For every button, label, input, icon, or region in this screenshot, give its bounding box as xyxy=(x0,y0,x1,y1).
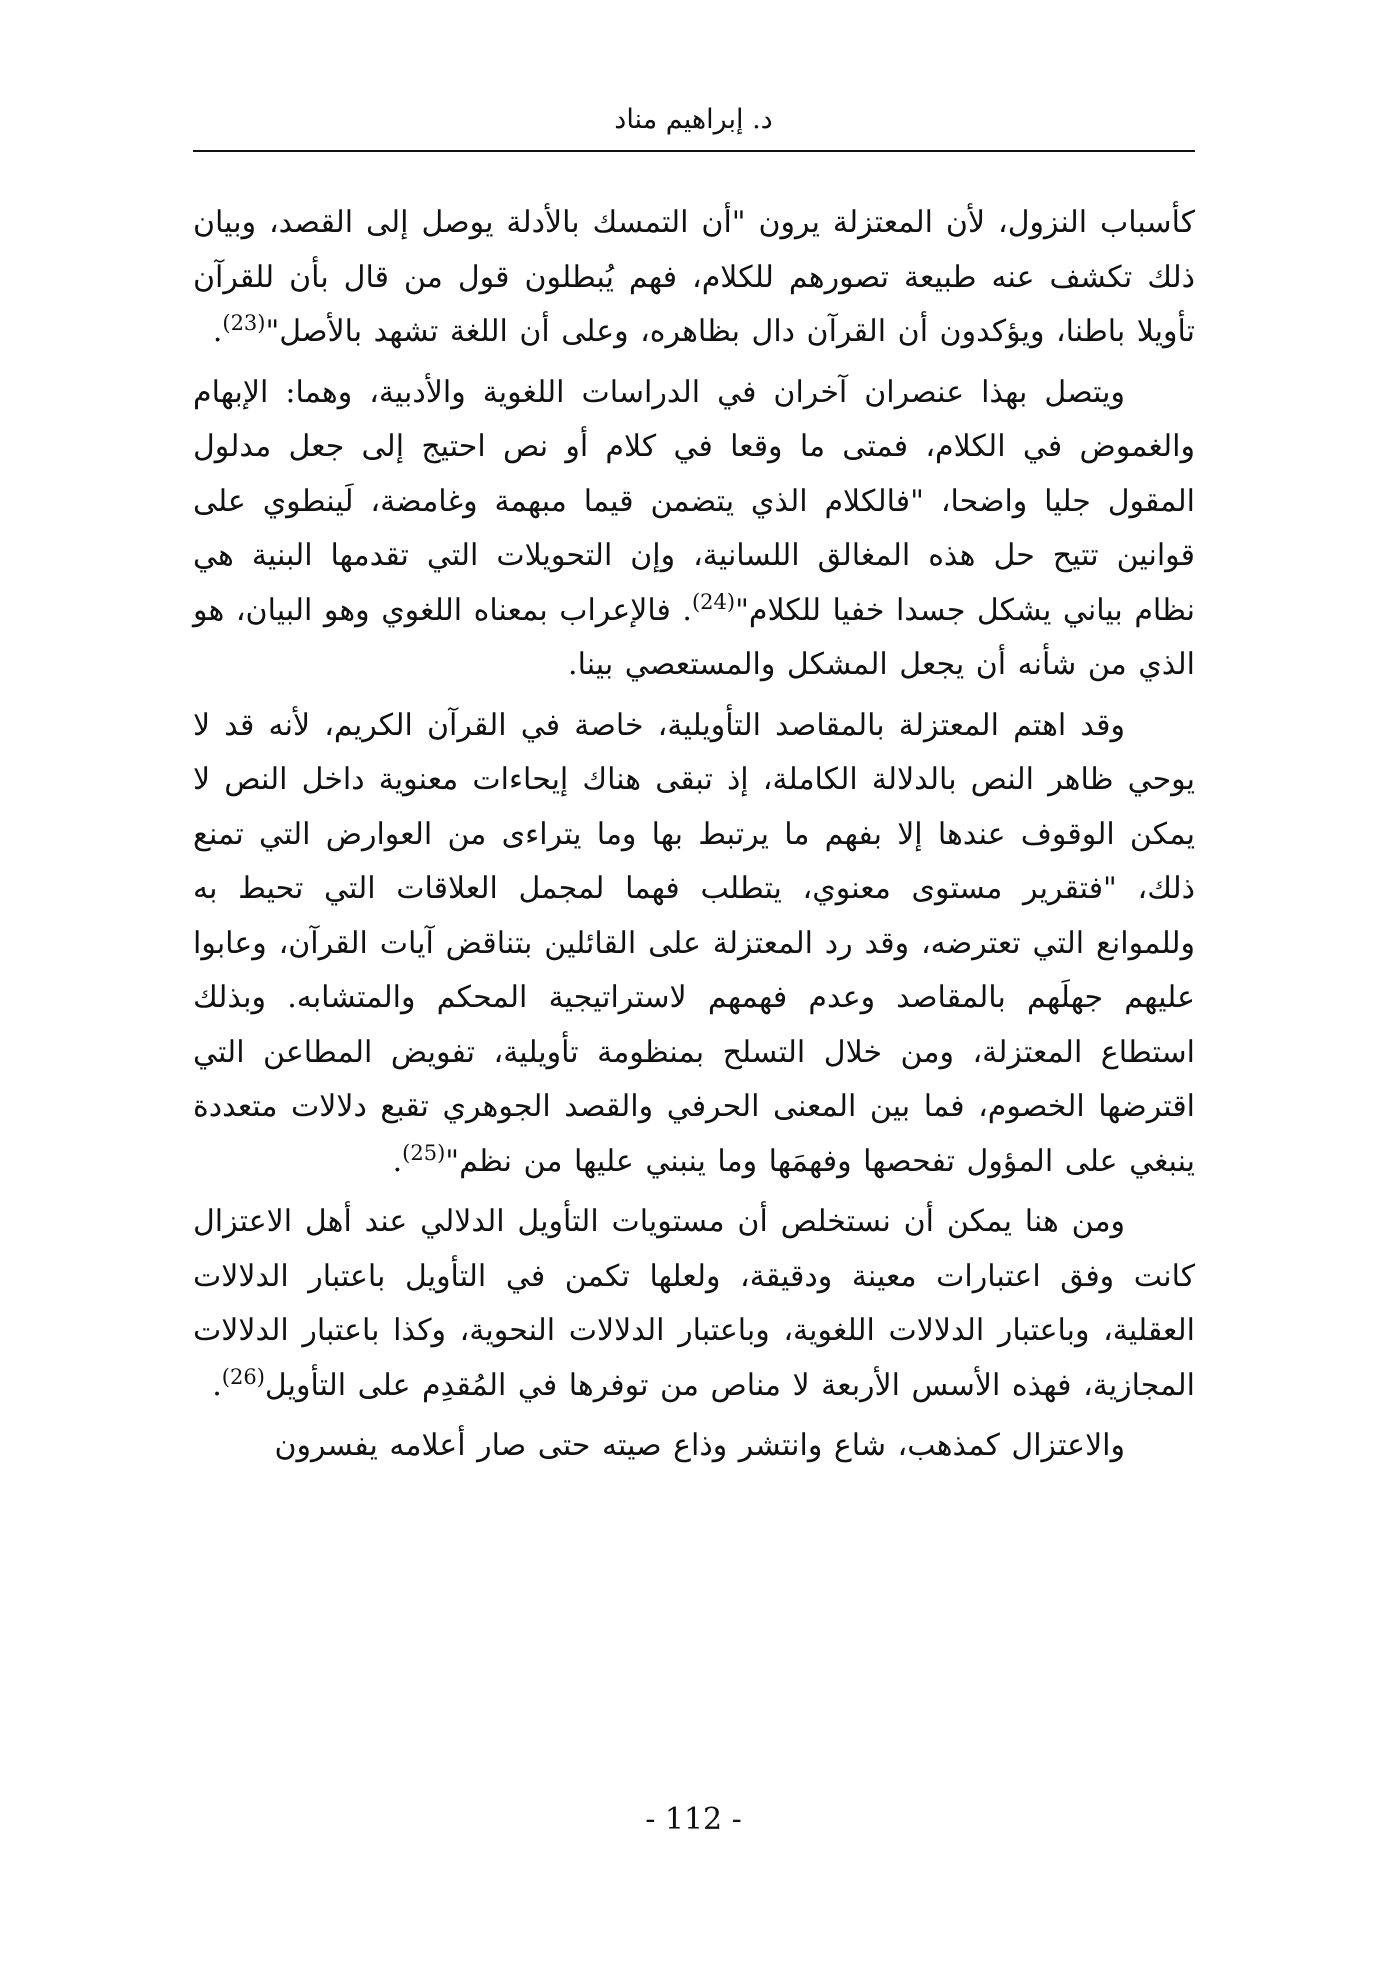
paragraph-text: ويتصل بهذا عنصران آخران في الدراسات اللغوية والأدبية، وهما: الإبهام والغموض في الكلام، فمتى ما وقعا في كلام أو نص احتيج إلى جعل مدلول المقول جليا واضحا، "فالكلام الذي يتضمن قيما مبهمة وغامضة، لَينطوي على قوانين تتيح حل هذه المغالق اللسانية، وإن التحويلات التي تقدمها البنية هي نظام بياني يشكل جسدا خفيا للكلام" xyxy=(193,374,1195,628)
paragraph-text: ومن هنا يمكن أن نستخلص أن مستويات التأويل الدلالي عند أهل الاعتزال كانت وفق اعتبارات معينة ودقيقة، ولعلها تكمن في التأويل باعتبار الدلالات العقلية، وباعتبار الدلالات اللغوية، وباعتبار الدلالات النحوية، وكذا باعتبار الدلالات المجازية، فهذه الأسس الأربعة لا مناص من توفرها في المُقدِم على التأويل xyxy=(193,1204,1195,1403)
page-number: - 112 - xyxy=(645,1802,742,1837)
author-name: د. إبراهيم مناد xyxy=(614,104,773,135)
header-rule xyxy=(193,150,1195,152)
paragraph-1 xyxy=(193,196,1195,360)
paragraph-4 xyxy=(193,1195,1195,1413)
footnote-reference: (23) xyxy=(222,311,266,335)
paragraph-text: وقد اهتم المعتزلة بالمقاصد التأويلية، خاصة في القرآن الكريم، لأنه قد لا يوحي ظاهر النص بالدلالة الكاملة، إذ تبقى هناك إيحاءات معنوية داخل النص لا يمكن الوقوف عندها إلا بفهم ما يرتبط بها وما يتراءى من العوارض التي تمنع ذلك، "فتقرير مستوى معنوي، يتطلب فهما لمجمل العلاقات التي تحيط به وللموانع التي تعترضه، وقد رد المعتزلة على القائلين بتناقض آيات القرآن، وعابوا عليهم جهلَهم بالمقاصد وعدم فهمهم لاستراتيجية المحكم والمتشابه. وبذلك استطاع المعتزلة، ومن خلال التسلح بمنظومة تأويلية، تفويض المطاعن التي اقترضها الخصوم، فما بين المعنى الحرفي والقصد الجوهري تقبع دلالات متعددة ينبغي على المؤول تفحصها وفهمَها وما ينبني عليها من نظم" xyxy=(193,707,1195,1179)
paragraph-text-end: . xyxy=(212,1367,222,1403)
paragraph-text-end: . فالإعراب بمعناه اللغوي وهو البيان، هو الذي من شأنه أن يجعل المشكل والمستعصي بينا. xyxy=(193,592,1195,682)
paragraph-2 xyxy=(193,366,1195,693)
running-header xyxy=(0,100,1387,140)
paragraph-text: والاعتزال كمذهب، شاع وانتشر وذاع صيته حتى صار أعلامه يفسرون xyxy=(274,1428,1125,1463)
footnote-reference: (25) xyxy=(402,1140,446,1165)
paragraph-text-end: . xyxy=(212,314,223,349)
paragraph-text: كأسباب النزول، لأن المعتزلة يرون "أن التمسك بالأدلة يوصل إلى القصد، وبيان ذلك تكشف عنه طبيعة تصورهم للكلام، فهم يُبطلون قول من قال بأن للقرآن تأويلا باطنا، ويؤكدون أن القرآن دال بظاهره، وعلى أن اللغة تشهد بالأصل" xyxy=(193,205,1195,349)
paragraph-text-end: . xyxy=(392,1143,403,1179)
body-text xyxy=(193,196,1195,1480)
paragraph-5 xyxy=(193,1419,1195,1474)
footnote-reference: (26) xyxy=(221,1364,265,1389)
paragraph-3 xyxy=(193,699,1195,1190)
footnote-reference: (24) xyxy=(691,589,736,614)
